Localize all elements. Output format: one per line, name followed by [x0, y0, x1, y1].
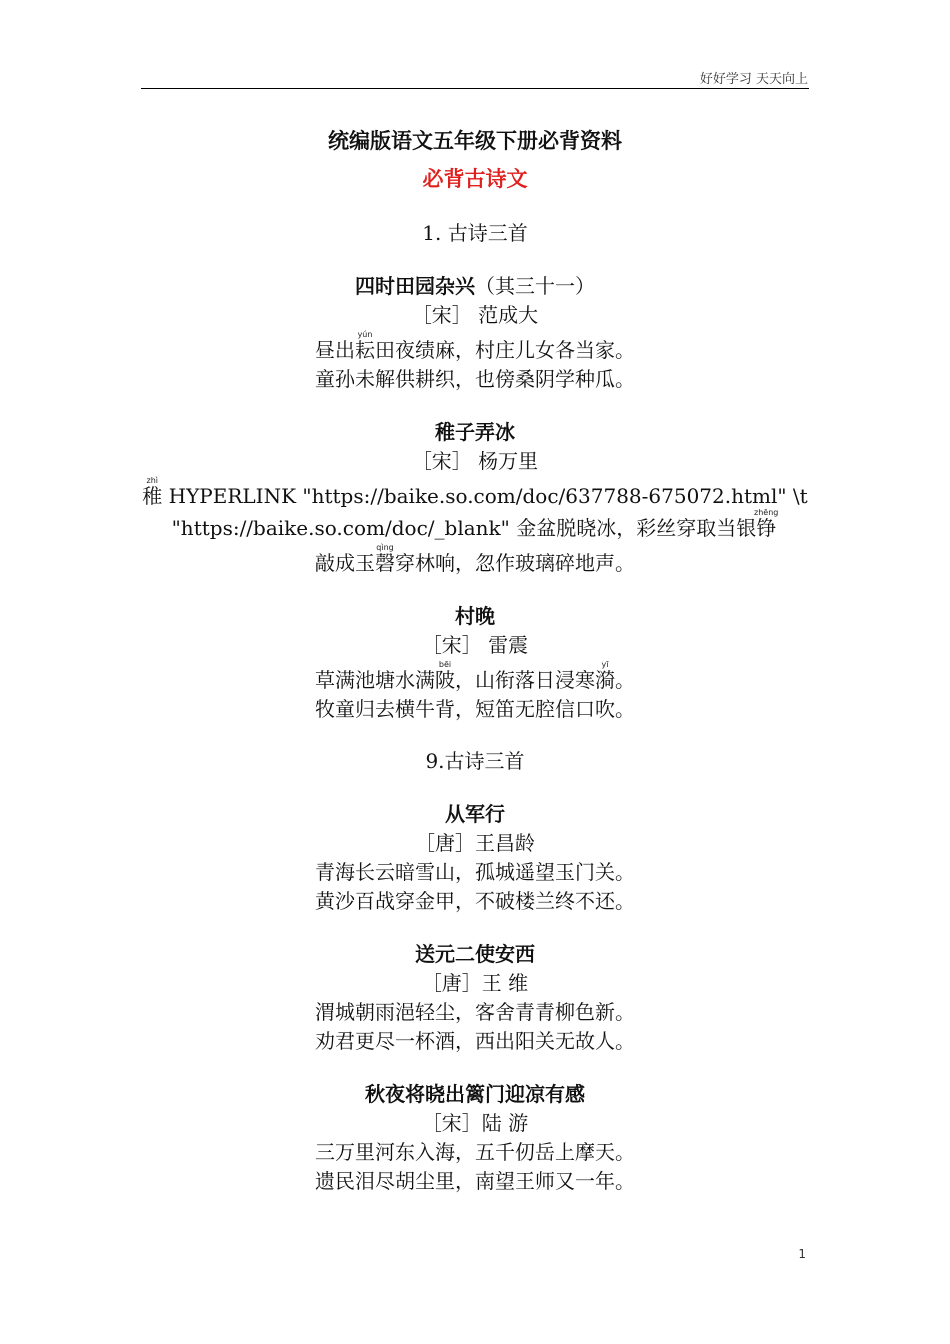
document-body — [141, 120, 809, 1196]
poem-line: 敲成玉磬qìng穿林响，忽作玻璃碎地声。 — [315, 543, 635, 575]
poem-author: ［宋］ 雷震 — [421, 633, 529, 657]
poem-author: ［宋］陆 游 — [421, 1111, 529, 1135]
poem-line: 童孙未解供耕织，也傍桑阴学种瓜。 — [315, 367, 635, 391]
poem-line: 遗民泪尽胡尘里，南望王师又一年。 — [315, 1169, 635, 1193]
poem — [141, 1080, 809, 1196]
pinyin-annotation: 稚zhì — [142, 476, 163, 508]
page-number: 1 — [798, 1247, 806, 1261]
poem — [141, 602, 809, 724]
poem — [141, 800, 809, 916]
pinyin-annotation: 耘yún — [355, 330, 375, 362]
poem-line: 稚zhì HYPERLINK "https://baike.so.com/doc/637788-675072.html" \t "https://baike.so.com/doc/_blank" 金盆脱晓冰，彩丝穿取当银铮zhēng — [142, 476, 808, 540]
poem-line: 劝君更尽一杯酒，西出阳关无故人。 — [315, 1029, 635, 1053]
poem-title-note: （其三十一） — [475, 274, 595, 298]
poem-title: 四时田园杂兴（其三十一） — [355, 274, 595, 298]
poem-author: ［宋］ 杨万里 — [411, 449, 539, 473]
poem — [141, 940, 809, 1056]
poem-title: 秋夜将晓出篱门迎凉有感 — [365, 1082, 585, 1106]
poem-line: 三万里河东入海，五千仞岳上摩天。 — [315, 1140, 635, 1164]
poem-line: 牧童归去横牛背，短笛无腔信口吹。 — [315, 697, 635, 721]
poem — [141, 418, 809, 578]
poem-title: 稚子弄冰 — [435, 420, 515, 444]
poem-line: 黄沙百战穿金甲，不破楼兰终不还。 — [315, 889, 635, 913]
pinyin-annotation: 磬qìng — [375, 543, 395, 575]
poem-line: 昼出耘yún田夜绩麻，村庄儿女各当家。 — [315, 330, 635, 362]
poem-author: ［唐］王 维 — [421, 971, 529, 995]
pinyin-annotation: 漪yī — [595, 660, 615, 692]
document-subtitle: 必背古诗文 — [422, 167, 528, 191]
page-header-text: 好好学习 天天向上 — [699, 72, 808, 87]
poem — [141, 272, 809, 394]
section-heading: 9.古诗三首 — [425, 749, 525, 773]
pinyin-annotation: 陂bēi — [435, 660, 455, 692]
poem-line: 渭城朝雨浥轻尘，客舍青青柳色新。 — [315, 1000, 635, 1024]
section-heading: 1. 古诗三首 — [422, 221, 528, 245]
poem-title: 送元二使安西 — [415, 942, 535, 966]
header-divider — [141, 88, 809, 89]
pinyin-annotation: 铮zhēng — [754, 508, 779, 540]
document-title: 统编版语文五年级下册必背资料 — [328, 129, 622, 153]
poem-author: ［唐］王昌龄 — [415, 831, 535, 855]
poem-title: 从军行 — [445, 802, 505, 826]
poem-author: ［宋］ 范成大 — [411, 303, 539, 327]
poem-line: 草满池塘水满陂bēi，山衔落日浸寒漪yī。 — [315, 660, 635, 692]
poem-title: 村晚 — [455, 604, 495, 628]
poem-line: 青海长云暗雪山，孤城遥望玉门关。 — [315, 860, 635, 884]
